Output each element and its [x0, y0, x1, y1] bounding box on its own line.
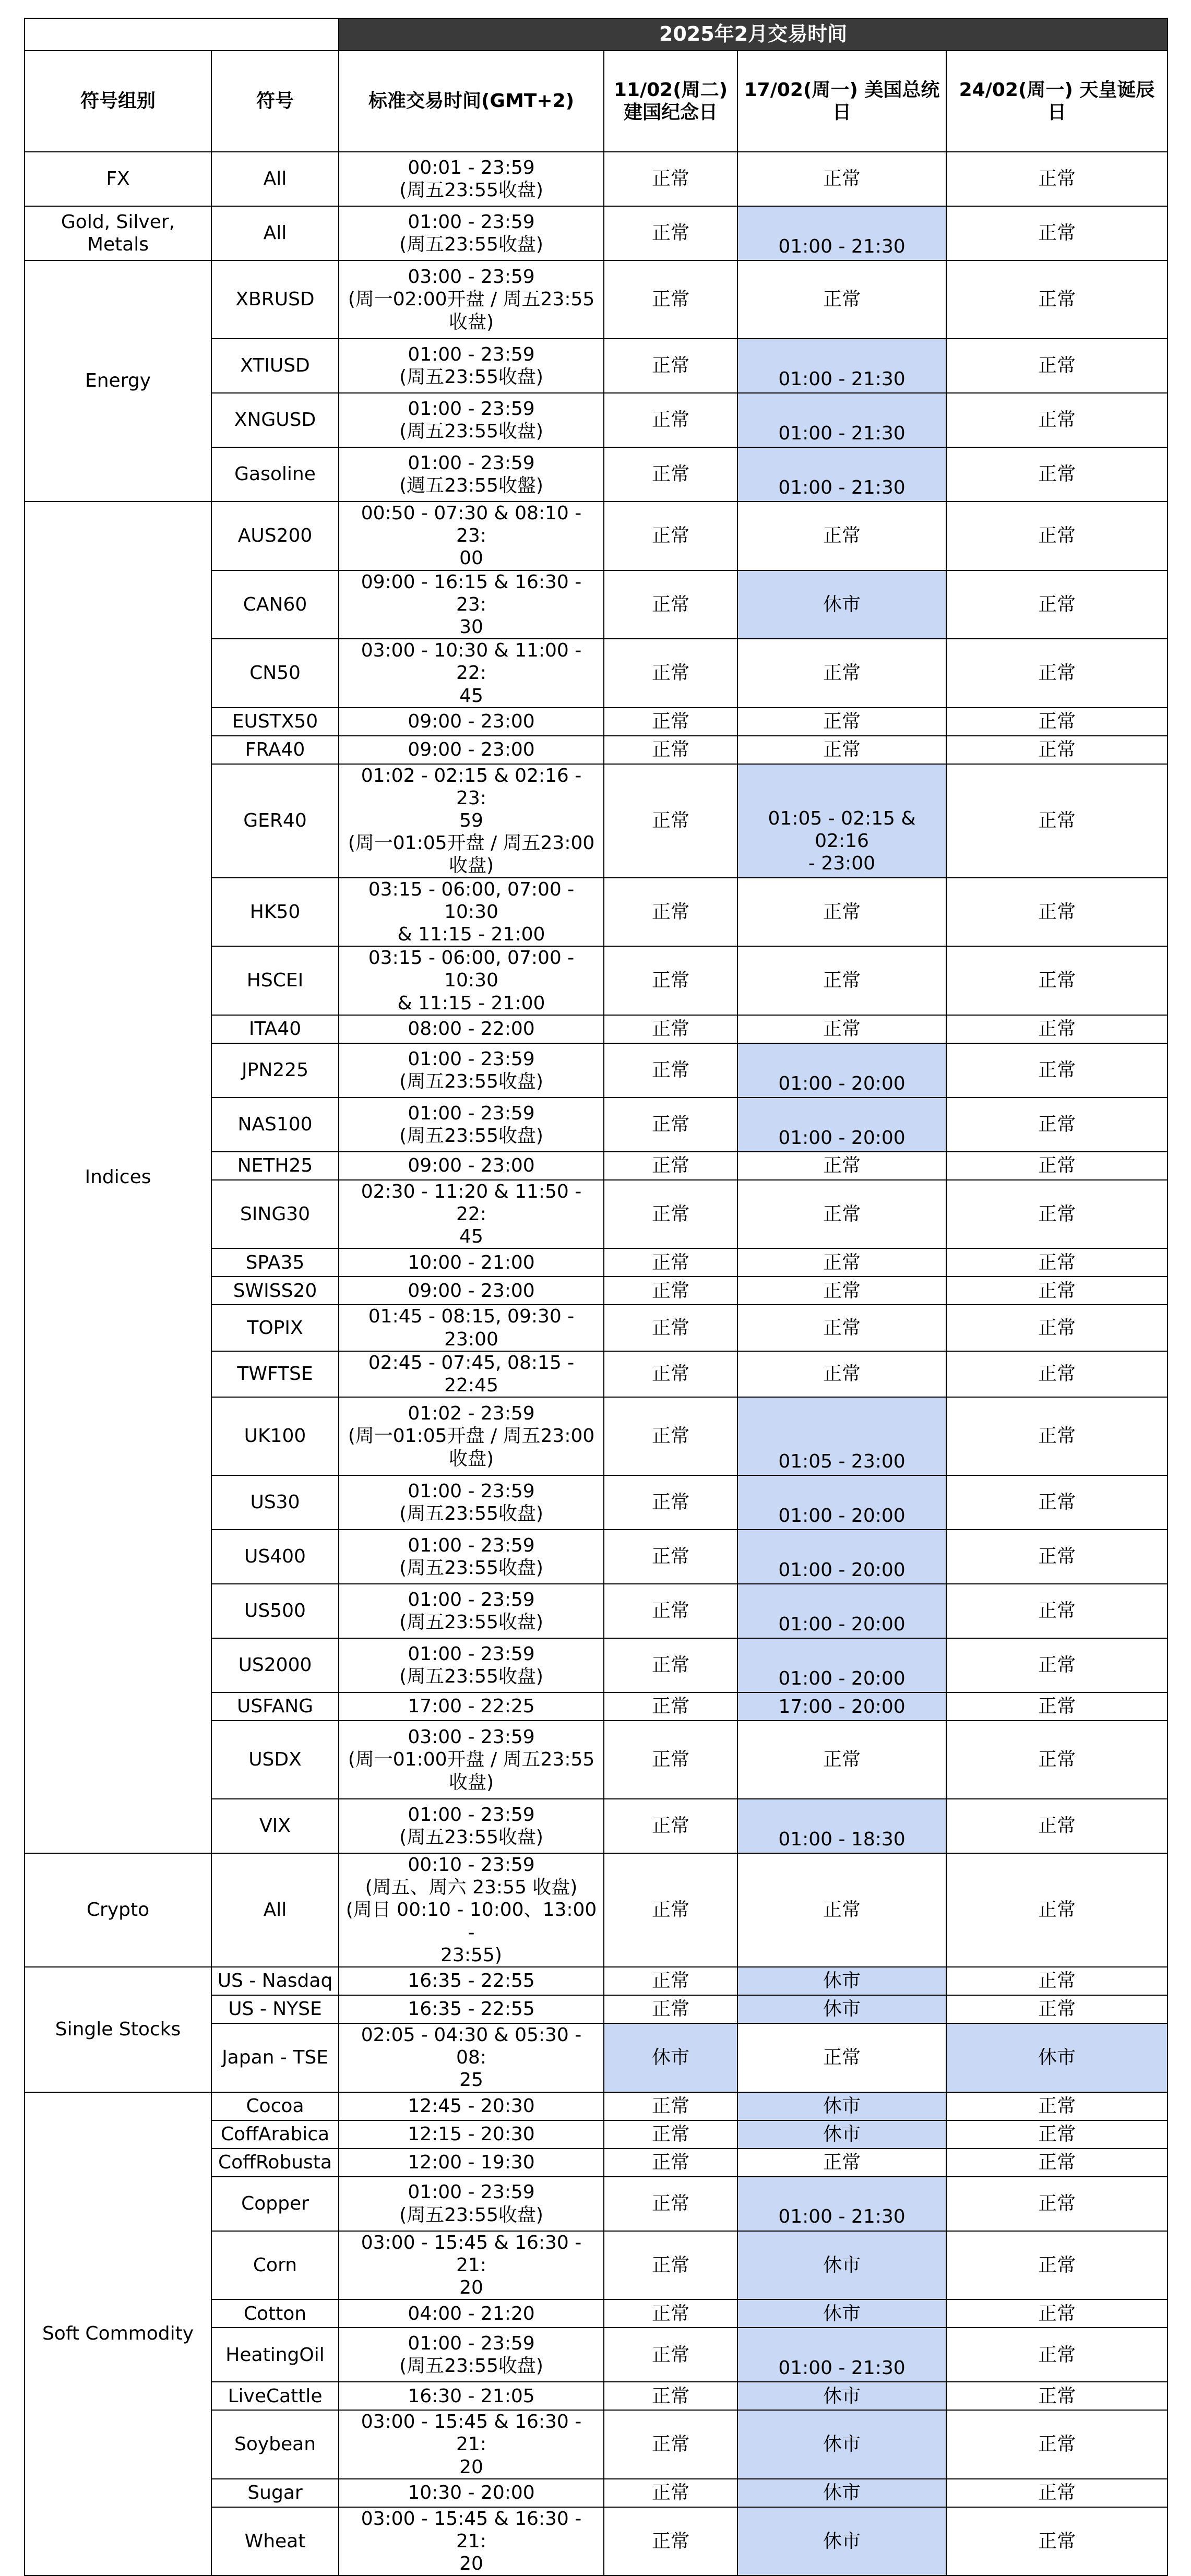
day3-status-cell: 正常 — [946, 2328, 1168, 2382]
day3-status-cell: 正常 — [946, 2149, 1168, 2177]
day3-status-cell: 正常 — [946, 946, 1168, 1015]
hours-cell: 01:00 - 23:59 (周五23:55收盘) — [339, 2328, 604, 2382]
symbol-cell: XTIUSD — [211, 339, 339, 393]
day3-status-cell: 正常 — [946, 878, 1168, 947]
day3-status-cell: 正常 — [946, 2177, 1168, 2231]
day1-status-cell: 正常 — [604, 1638, 737, 1692]
header-group: 符号组别 — [25, 51, 211, 152]
day1-status-cell: 正常 — [604, 1043, 737, 1098]
symbol-cell: Gasoline — [211, 447, 339, 502]
symbol-cell: US400 — [211, 1530, 339, 1584]
day1-status-cell: 正常 — [604, 1530, 737, 1584]
symbol-cell: SING30 — [211, 1180, 339, 1249]
symbol-cell: TWFTSE — [211, 1351, 339, 1397]
symbol-cell: HK50 — [211, 878, 339, 947]
day1-status-cell: 正常 — [604, 2328, 737, 2382]
day2-status-cell: 01:00 - 20:00 — [737, 1098, 946, 1152]
symbol-cell: CoffArabica — [211, 2120, 339, 2149]
group-name-cell: Soft Commodity — [25, 2092, 211, 2576]
day3-status-cell: 正常 — [946, 1098, 1168, 1152]
day1-status-cell: 正常 — [604, 206, 737, 260]
hours-cell: 01:00 - 23:59 (週五23:55收盤) — [339, 447, 604, 502]
hours-cell: 17:00 - 22:25 — [339, 1692, 604, 1721]
day3-status-cell: 正常 — [946, 1180, 1168, 1249]
day2-status-cell: 01:00 - 20:00 — [737, 1584, 946, 1638]
symbol-cell: All — [211, 206, 339, 260]
day2-status-cell: 正常 — [737, 1305, 946, 1351]
table-row — [25, 206, 1168, 260]
hours-cell: 02:05 - 04:30 & 05:30 - 08: 25 — [339, 2023, 604, 2092]
header-day3: 24/02(周一) 天皇诞辰 日 — [946, 51, 1168, 152]
symbol-cell: Sugar — [211, 2479, 339, 2507]
day3-status-cell: 休市 — [946, 2023, 1168, 2092]
day3-status-cell: 正常 — [946, 2382, 1168, 2410]
symbol-cell: CN50 — [211, 639, 339, 708]
table-row — [25, 1853, 1168, 1967]
day2-status-cell: 正常 — [737, 502, 946, 570]
day1-status-cell: 正常 — [604, 878, 737, 947]
day1-status-cell: 正常 — [604, 152, 737, 206]
header-hours: 标准交易时间(GMT+2) — [339, 51, 604, 152]
header-row — [25, 51, 1168, 152]
day1-status-cell: 正常 — [604, 2382, 737, 2410]
hours-cell: 01:02 - 23:59 (周一01:05开盘 / 周五23:00 收盘) — [339, 1397, 604, 1475]
day3-status-cell: 正常 — [946, 1351, 1168, 1397]
hours-cell: 03:00 - 15:45 & 16:30 - 21: 20 — [339, 2410, 604, 2479]
day2-status-cell: 正常 — [737, 2149, 946, 2177]
hours-cell: 04:00 - 21:20 — [339, 2299, 604, 2328]
hours-cell: 01:00 - 23:59 (周五23:55收盘) — [339, 206, 604, 260]
day2-status-cell: 正常 — [737, 736, 946, 764]
hours-cell: 02:30 - 11:20 & 11:50 - 22: 45 — [339, 1180, 604, 1249]
day3-status-cell: 正常 — [946, 260, 1168, 339]
trading-hours-table — [24, 18, 1168, 2576]
hours-cell: 01:00 - 23:59 (周五23:55收盘) — [339, 393, 604, 447]
day3-status-cell: 正常 — [946, 2507, 1168, 2576]
day2-status-cell: 正常 — [737, 878, 946, 947]
day1-status-cell: 正常 — [604, 1853, 737, 1967]
day3-status-cell: 正常 — [946, 1967, 1168, 1995]
table-row — [25, 1967, 1168, 1995]
symbol-cell: JPN225 — [211, 1043, 339, 1098]
symbol-cell: UK100 — [211, 1397, 339, 1475]
day1-status-cell: 正常 — [604, 339, 737, 393]
hours-cell: 16:35 - 22:55 — [339, 1995, 604, 2023]
day2-status-cell: 01:00 - 21:30 — [737, 447, 946, 502]
day3-status-cell: 正常 — [946, 1248, 1168, 1277]
hours-cell: 01:00 - 23:59 (周五23:55收盘) — [339, 339, 604, 393]
symbol-cell: SPA35 — [211, 1248, 339, 1277]
day3-status-cell: 正常 — [946, 1995, 1168, 2023]
day2-status-cell: 休市 — [737, 570, 946, 639]
day3-status-cell: 正常 — [946, 708, 1168, 736]
day2-status-cell: 休市 — [737, 2092, 946, 2120]
day3-status-cell: 正常 — [946, 1853, 1168, 1967]
day1-status-cell: 休市 — [604, 2023, 737, 2092]
day3-status-cell: 正常 — [946, 502, 1168, 570]
day2-status-cell: 01:00 - 21:30 — [737, 2328, 946, 2382]
day1-status-cell: 正常 — [604, 1351, 737, 1397]
hours-cell: 01:00 - 23:59 (周五23:55收盘) — [339, 1475, 604, 1530]
day3-status-cell: 正常 — [946, 2120, 1168, 2149]
day3-status-cell: 正常 — [946, 1638, 1168, 1692]
day3-status-cell: 正常 — [946, 1584, 1168, 1638]
day3-status-cell: 正常 — [946, 1530, 1168, 1584]
symbol-cell: LiveCattle — [211, 2382, 339, 2410]
day3-status-cell: 正常 — [946, 2479, 1168, 2507]
day1-status-cell: 正常 — [604, 393, 737, 447]
day2-status-cell: 休市 — [737, 2382, 946, 2410]
day3-status-cell: 正常 — [946, 1692, 1168, 1721]
day3-status-cell: 正常 — [946, 1043, 1168, 1098]
day2-status-cell: 正常 — [737, 1180, 946, 1249]
day1-status-cell: 正常 — [604, 2231, 737, 2300]
symbol-cell: US2000 — [211, 1638, 339, 1692]
day1-status-cell: 正常 — [604, 2092, 737, 2120]
day2-status-cell: 01:00 - 20:00 — [737, 1638, 946, 1692]
day1-status-cell: 正常 — [604, 2149, 737, 2177]
day2-status-cell: 正常 — [737, 1351, 946, 1397]
symbol-cell: US30 — [211, 1475, 339, 1530]
day3-status-cell: 正常 — [946, 1475, 1168, 1530]
hours-cell: 12:00 - 19:30 — [339, 2149, 604, 2177]
day2-status-cell: 休市 — [737, 2299, 946, 2328]
day3-status-cell: 正常 — [946, 764, 1168, 878]
day1-status-cell: 正常 — [604, 1799, 737, 1853]
day3-status-cell: 正常 — [946, 570, 1168, 639]
banner-empty-cell — [25, 18, 339, 51]
day2-status-cell: 01:05 - 02:15 & 02:16 - 23:00 — [737, 764, 946, 878]
symbol-cell: US - NYSE — [211, 1995, 339, 2023]
banner-row — [25, 18, 1168, 51]
symbol-cell: Soybean — [211, 2410, 339, 2479]
day2-status-cell: 正常 — [737, 260, 946, 339]
day3-status-cell: 正常 — [946, 1799, 1168, 1853]
day1-status-cell: 正常 — [604, 1152, 737, 1180]
hours-cell: 09:00 - 16:15 & 16:30 - 23: 30 — [339, 570, 604, 639]
symbol-cell: USDX — [211, 1721, 339, 1799]
day2-status-cell: 正常 — [737, 708, 946, 736]
day2-status-cell: 正常 — [737, 152, 946, 206]
day2-status-cell: 正常 — [737, 1721, 946, 1799]
symbol-cell: XNGUSD — [211, 393, 339, 447]
day3-status-cell: 正常 — [946, 736, 1168, 764]
day1-status-cell: 正常 — [604, 1180, 737, 1249]
day2-status-cell: 休市 — [737, 2231, 946, 2300]
day1-status-cell: 正常 — [604, 1995, 737, 2023]
table-row — [25, 2092, 1168, 2120]
day2-status-cell: 休市 — [737, 2479, 946, 2507]
day3-status-cell: 正常 — [946, 339, 1168, 393]
day1-status-cell: 正常 — [604, 2410, 737, 2479]
day1-status-cell: 正常 — [604, 1967, 737, 1995]
hours-cell: 03:00 - 15:45 & 16:30 - 21: 20 — [339, 2507, 604, 2576]
day2-status-cell: 01:00 - 18:30 — [737, 1799, 946, 1853]
header-day2: 17/02(周一) 美国总统 日 — [737, 51, 946, 152]
day1-status-cell: 正常 — [604, 2299, 737, 2328]
hours-cell: 01:00 - 23:59 (周五23:55收盘) — [339, 2177, 604, 2231]
day2-status-cell: 休市 — [737, 2120, 946, 2149]
hours-cell: 01:45 - 08:15, 09:30 - 23:00 — [339, 1305, 604, 1351]
symbol-cell: Japan - TSE — [211, 2023, 339, 2092]
symbol-cell: Cotton — [211, 2299, 339, 2328]
symbol-cell: HeatingOil — [211, 2328, 339, 2382]
hours-cell: 16:30 - 21:05 — [339, 2382, 604, 2410]
day1-status-cell: 正常 — [604, 2479, 737, 2507]
day1-status-cell: 正常 — [604, 639, 737, 708]
day2-status-cell: 休市 — [737, 2410, 946, 2479]
day2-status-cell: 休市 — [737, 1995, 946, 2023]
day1-status-cell: 正常 — [604, 1305, 737, 1351]
hours-cell: 03:15 - 06:00, 07:00 - 10:30 & 11:15 - 21:00 — [339, 878, 604, 947]
symbol-cell: VIX — [211, 1799, 339, 1853]
header-day1: 11/02(周二) 建国纪念日 — [604, 51, 737, 152]
day2-status-cell: 正常 — [737, 1015, 946, 1043]
day2-status-cell: 01:00 - 20:00 — [737, 1043, 946, 1098]
hours-cell: 01:02 - 02:15 & 02:16 - 23: 59 (周一01:05开盘 / 周五23:00 收盘) — [339, 764, 604, 878]
day1-status-cell: 正常 — [604, 570, 737, 639]
hours-cell: 16:35 - 22:55 — [339, 1967, 604, 1995]
symbol-cell: TOPIX — [211, 1305, 339, 1351]
symbol-cell: ITA40 — [211, 1015, 339, 1043]
symbol-cell: Wheat — [211, 2507, 339, 2576]
header-symbol: 符号 — [211, 51, 339, 152]
symbol-cell: NETH25 — [211, 1152, 339, 1180]
day1-status-cell: 正常 — [604, 502, 737, 570]
table-row — [25, 502, 1168, 570]
group-name-cell: Crypto — [25, 1853, 211, 1967]
symbol-cell: US - Nasdaq — [211, 1967, 339, 1995]
day1-status-cell: 正常 — [604, 2120, 737, 2149]
day2-status-cell: 01:00 - 21:30 — [737, 206, 946, 260]
group-name-cell: Energy — [25, 260, 211, 502]
hours-cell: 08:00 - 22:00 — [339, 1015, 604, 1043]
day3-status-cell: 正常 — [946, 1015, 1168, 1043]
hours-cell: 03:00 - 10:30 & 11:00 - 22: 45 — [339, 639, 604, 708]
day2-status-cell: 正常 — [737, 1853, 946, 1967]
day2-status-cell: 01:00 - 21:30 — [737, 339, 946, 393]
symbol-cell: Corn — [211, 2231, 339, 2300]
day1-status-cell: 正常 — [604, 736, 737, 764]
hours-cell: 10:00 - 21:00 — [339, 1248, 604, 1277]
symbol-cell: HSCEI — [211, 946, 339, 1015]
hours-cell: 12:15 - 20:30 — [339, 2120, 604, 2149]
symbol-cell: GER40 — [211, 764, 339, 878]
day1-status-cell: 正常 — [604, 1397, 737, 1475]
day2-status-cell: 正常 — [737, 2023, 946, 2092]
day1-status-cell: 正常 — [604, 260, 737, 339]
hours-cell: 00:10 - 23:59 (周五、周六 23:55 收盘) (周日 00:10 - 10:00、13:00 - 23:55) — [339, 1853, 604, 1967]
hours-cell: 01:00 - 23:59 (周五23:55收盘) — [339, 1638, 604, 1692]
hours-cell: 09:00 - 23:00 — [339, 1277, 604, 1305]
day3-status-cell: 正常 — [946, 393, 1168, 447]
day1-status-cell: 正常 — [604, 1721, 737, 1799]
group-name-cell: FX — [25, 152, 211, 206]
symbol-cell: AUS200 — [211, 502, 339, 570]
symbol-cell: All — [211, 152, 339, 206]
day2-status-cell: 正常 — [737, 1152, 946, 1180]
symbol-cell: EUSTX50 — [211, 708, 339, 736]
hours-cell: 09:00 - 23:00 — [339, 736, 604, 764]
hours-cell: 09:00 - 23:00 — [339, 1152, 604, 1180]
day1-status-cell: 正常 — [604, 764, 737, 878]
hours-cell: 12:45 - 20:30 — [339, 2092, 604, 2120]
day1-status-cell: 正常 — [604, 1692, 737, 1721]
hours-cell: 01:00 - 23:59 (周五23:55收盘) — [339, 1043, 604, 1098]
hours-cell: 03:15 - 06:00, 07:00 - 10:30 & 11:15 - 21:00 — [339, 946, 604, 1015]
day3-status-cell: 正常 — [946, 2410, 1168, 2479]
day3-status-cell: 正常 — [946, 447, 1168, 502]
day1-status-cell: 正常 — [604, 1584, 737, 1638]
day2-status-cell: 01:00 - 21:30 — [737, 2177, 946, 2231]
hours-cell: 01:00 - 23:59 (周五23:55收盘) — [339, 1530, 604, 1584]
table-row — [25, 260, 1168, 339]
day1-status-cell: 正常 — [604, 1015, 737, 1043]
day3-status-cell: 正常 — [946, 152, 1168, 206]
group-name-cell: Indices — [25, 502, 211, 1853]
day3-status-cell: 正常 — [946, 2231, 1168, 2300]
day3-status-cell: 正常 — [946, 639, 1168, 708]
day3-status-cell: 正常 — [946, 206, 1168, 260]
day2-status-cell: 正常 — [737, 639, 946, 708]
hours-cell: 01:00 - 23:59 (周五23:55收盘) — [339, 1584, 604, 1638]
hours-cell: 10:30 - 20:00 — [339, 2479, 604, 2507]
day1-status-cell: 正常 — [604, 1277, 737, 1305]
symbol-cell: FRA40 — [211, 736, 339, 764]
symbol-cell: Cocoa — [211, 2092, 339, 2120]
day2-status-cell: 休市 — [737, 2507, 946, 2576]
table-title: 2025年2月交易时间 — [339, 18, 1168, 51]
hours-cell: 03:00 - 23:59 (周一01:00开盘 / 周五23:55 收盘) — [339, 1721, 604, 1799]
hours-cell: 00:01 - 23:59 (周五23:55收盘) — [339, 152, 604, 206]
day2-status-cell: 01:00 - 20:00 — [737, 1475, 946, 1530]
day3-status-cell: 正常 — [946, 1277, 1168, 1305]
symbol-cell: USFANG — [211, 1692, 339, 1721]
symbol-cell: NAS100 — [211, 1098, 339, 1152]
day3-status-cell: 正常 — [946, 1305, 1168, 1351]
symbol-cell: CoffRobusta — [211, 2149, 339, 2177]
day3-status-cell: 正常 — [946, 2299, 1168, 2328]
symbol-cell: SWISS20 — [211, 1277, 339, 1305]
symbol-cell: Copper — [211, 2177, 339, 2231]
symbol-cell: All — [211, 1853, 339, 1967]
hours-cell: 02:45 - 07:45, 08:15 - 22:45 — [339, 1351, 604, 1397]
day3-status-cell: 正常 — [946, 1152, 1168, 1180]
symbol-cell: XBRUSD — [211, 260, 339, 339]
day1-status-cell: 正常 — [604, 1098, 737, 1152]
day3-status-cell: 正常 — [946, 1397, 1168, 1475]
day1-status-cell: 正常 — [604, 946, 737, 1015]
group-name-cell: Single Stocks — [25, 1967, 211, 2092]
day3-status-cell: 正常 — [946, 1721, 1168, 1799]
day1-status-cell: 正常 — [604, 1475, 737, 1530]
day2-status-cell: 01:05 - 23:00 — [737, 1397, 946, 1475]
day2-status-cell: 17:00 - 20:00 — [737, 1692, 946, 1721]
hours-cell: 09:00 - 23:00 — [339, 708, 604, 736]
day1-status-cell: 正常 — [604, 2507, 737, 2576]
day2-status-cell: 休市 — [737, 1967, 946, 1995]
day2-status-cell: 01:00 - 21:30 — [737, 393, 946, 447]
day1-status-cell: 正常 — [604, 2177, 737, 2231]
hours-cell: 01:00 - 23:59 (周五23:55收盘) — [339, 1799, 604, 1853]
symbol-cell: CAN60 — [211, 570, 339, 639]
hours-cell: 00:50 - 07:30 & 08:10 - 23: 00 — [339, 502, 604, 570]
group-name-cell: Gold, Silver, Metals — [25, 206, 211, 260]
hours-cell: 03:00 - 23:59 (周一02:00开盘 / 周五23:55 收盘) — [339, 260, 604, 339]
hours-cell: 01:00 - 23:59 (周五23:55收盘) — [339, 1098, 604, 1152]
day1-status-cell: 正常 — [604, 1248, 737, 1277]
day2-status-cell: 正常 — [737, 1277, 946, 1305]
day1-status-cell: 正常 — [604, 708, 737, 736]
day1-status-cell: 正常 — [604, 447, 737, 502]
day2-status-cell: 正常 — [737, 946, 946, 1015]
table-row — [25, 152, 1168, 206]
day3-status-cell: 正常 — [946, 2092, 1168, 2120]
day2-status-cell: 正常 — [737, 1248, 946, 1277]
symbol-cell: US500 — [211, 1584, 339, 1638]
hours-cell: 03:00 - 15:45 & 16:30 - 21: 20 — [339, 2231, 604, 2300]
day2-status-cell: 01:00 - 20:00 — [737, 1530, 946, 1584]
